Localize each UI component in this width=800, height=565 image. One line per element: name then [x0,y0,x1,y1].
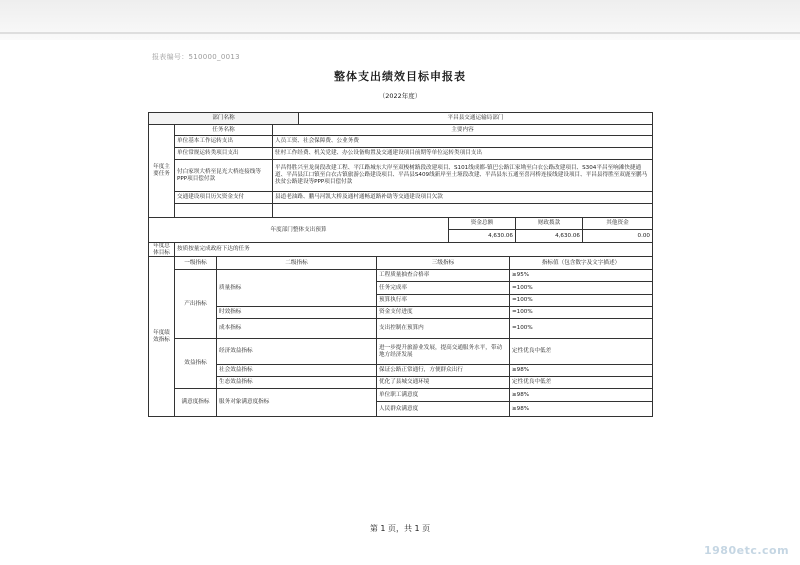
level3-header: 三级指标 [377,257,510,270]
task-name-cell: 付白家坝大桥至昆光大桥连接线等PPP项目偿付款 [175,160,273,192]
budget-label: 年度部门整体支出预算 [149,218,449,243]
task-content-cell: 县道老油路、鹏马河凯大桥及通村通畅道路补助等交通建设项目欠款 [273,192,652,204]
level2-header: 二级指标 [217,257,377,270]
department-label: 部门名称 [149,113,299,125]
indicator-value-cell: ≥98% [510,365,652,377]
level3-cell: 进一步提升旅游业发展，提高交通服务水平，带动地方经济发展 [377,339,510,365]
scan-top-band [0,0,800,40]
level3-cell: 资金支付进度 [377,307,510,319]
budget-other-header: 其他资金 [583,218,652,230]
page-title: 整体支出绩效目标申报表 [334,70,466,83]
level2-social: 社会效益指标 [217,365,377,377]
level3-cell: 保证公路正常通行，方便群众出行 [377,365,510,377]
level1-header: 一级指标 [175,257,217,270]
indicator-value-cell: =100% [510,307,652,319]
task-content-cell: 人员工资、社会保障费、公业务费 [273,136,652,148]
performance-target-table [148,112,653,417]
level3-cell: 支出控制在预算内 [377,319,510,339]
overall-goal-value: 按质按量完成政府下达的任务 [175,243,652,257]
indicator-value-cell: ≥98% [512,405,530,412]
task-name-cell: 交通建设项目历欠资金支付 [175,192,273,204]
indicator-value-cell: 定性优良中低差 [510,339,652,365]
level1-benefit: 效益指标 [175,339,217,389]
indicator-value-cell: 定性优良中低差 [510,377,652,389]
task-name-header: 任务名称 [175,125,273,136]
annual-tasks-section-label: 年度主要任务 [149,125,175,218]
level2-quality: 质量指标 [217,270,377,307]
level3-cell: 预算执行率 [377,295,510,307]
indicator-value-cell: =100% [510,319,652,339]
level3-cell: 优化了县城交通环境 [377,377,510,389]
level1-output: 产出指标 [175,270,217,339]
task-content-cell: 驻村工作经费、机关党建、办公设备购置及交通建设项目前期等单位运转类项目支出 [273,148,652,160]
empty-cell [175,204,273,218]
value-header: 指标值（包含数字及文字描述） [510,257,652,270]
page-number: 第 1 页，共 1 页 [369,524,431,533]
overall-goal-label: 年度总体目标 [149,243,175,257]
task-name-cell: 单位基本工作运转支出 [175,136,273,148]
report-year: （2022年度） [378,92,422,100]
department-value: 平昌县交通运输局部门 [299,113,652,125]
budget-other-value: 0.00 [583,230,652,243]
level2-ecological: 生态效益指标 [217,377,377,389]
indicators-section-label: 年度绩效指标 [149,257,175,416]
task-content-header: 主要内容 [273,125,652,136]
level3-cell: 工程质量抽查合格率 [377,270,510,282]
level1-satisfaction: 满意度指标 [175,389,217,416]
indicator-value-cell: =100% [510,295,652,307]
level3-cell: 人民群众满意度 [377,402,510,416]
report-code: 报表编号：510000_0013 [152,53,240,61]
indicator-value-cell: ≥95% [510,270,652,282]
indicator-value-cell: =100% [510,282,652,295]
indicator-value-cell: ≥98% [510,389,652,402]
watermark: 1980etc.com [704,544,790,557]
level2-service-satisfaction: 服务对象满意度指标 [217,389,377,416]
level3-cell: 任务完成率 [377,282,510,295]
task-name-cell: 单位常规运转类项目支出 [175,148,273,160]
level2-cost: 成本指标 [217,319,377,339]
level2-economic: 经济效益指标 [217,339,377,365]
budget-fiscal-header: 财政拨款 [516,218,583,230]
budget-total-header: 资金总额 [449,218,516,230]
scan-strip [0,32,800,34]
level3-cell: 单位职工满意度 [377,389,510,402]
empty-cell [273,204,652,218]
task-content-cell: 平昌得胜兴至龙岗段改建工程、平江路城东大岸至双梭树路段改建项目、S101线成都-镇巴公路江家坳至白衣公路改建项目、S304平昌至响滩快捷通道、平昌县江口镇至白衣古镇旅游公路建设项目、平昌县S409线新岸至土垭段改建、平昌县东五通至喜河桥连接线建设项目、平昌县得胜至双鹿至鹏马扶贫公路建设等PPP项目偿付款 [273,160,652,192]
level2-timeliness: 时效指标 [217,307,377,319]
budget-fiscal-value: 4,630.06 [516,230,583,243]
budget-total-value: 4,630.06 [449,230,516,243]
